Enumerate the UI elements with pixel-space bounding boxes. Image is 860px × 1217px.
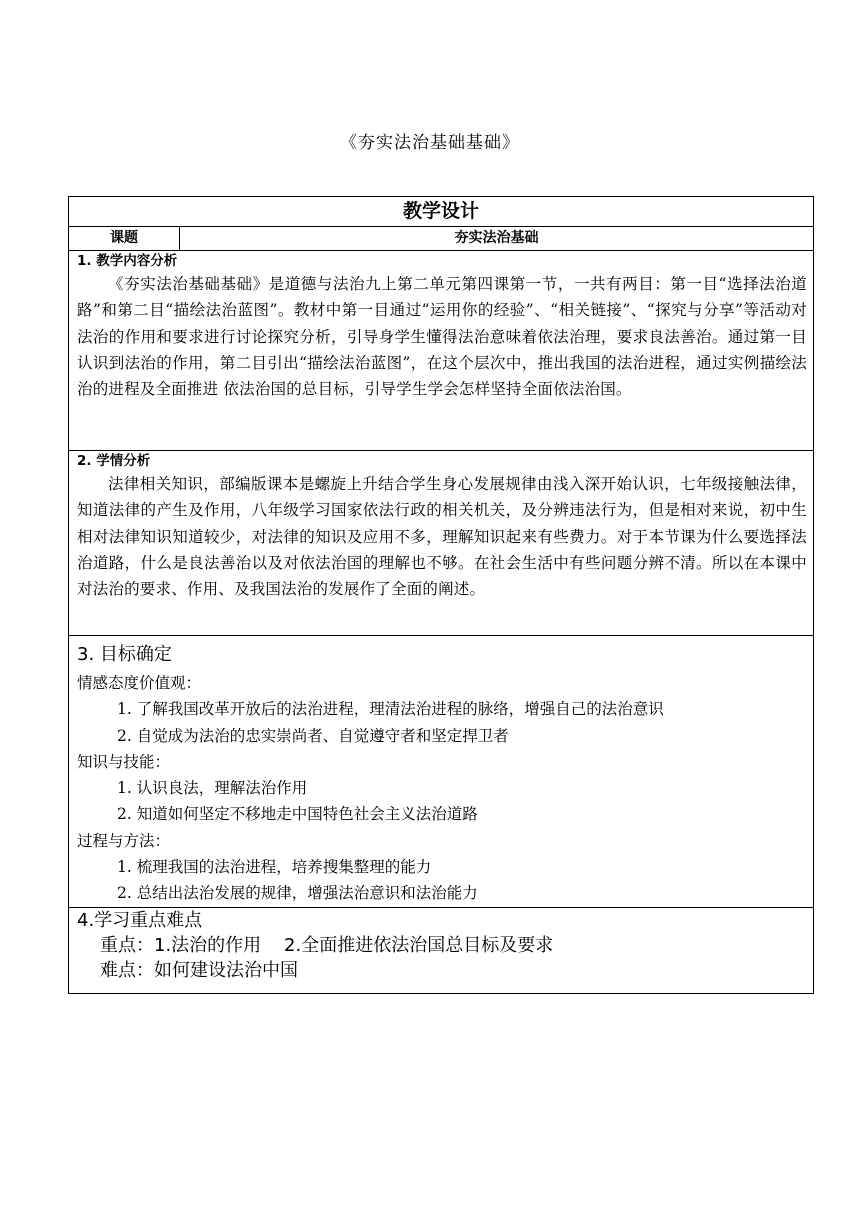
topic-value: 夯实法治基础: [180, 227, 814, 251]
objective-item: 2. 自觉成为法治的忠实崇尚者、自觉遵守者和坚定捍卫者: [117, 726, 509, 745]
section-heading: 3. 目标确定: [77, 644, 172, 665]
table-header-row: [69, 197, 814, 227]
difficulty-line: 难点：如何建设法治中国: [100, 959, 298, 981]
section-key-points: [69, 907, 814, 993]
section-objectives: [69, 636, 814, 908]
section-paragraph: 《夯实法治基础基础》是道德与法治九上第二单元第四课第一节，一共有两目：第一目“选择法治道路”和第二目“描绘法治蓝图”。教材中第一目通过“运用你的经验”、“相关链接”、“探究与分享”等活动对法治的作用和要求进行讨论探究分析，引导身学生懂得法治意味着依法治理，要求良法善治。通过第一目认识到法治的作用，第二目引出“描绘法治蓝图”，在这个层次中，推出我国的法治进程，通过实例描绘法治的进程及全面推进 依法治国的总目标，引导学生学会怎样坚持全面依法治国。: [77, 275, 808, 399]
table-header: 教学设计: [69, 197, 814, 227]
section-content-analysis: [69, 251, 814, 451]
objective-item: 1. 了解我国改革开放后的法治进程，理清法治进程的脉络，增强自己的法治意识: [117, 700, 664, 719]
topic-label: 课题: [69, 227, 180, 251]
topic-row: [69, 227, 814, 251]
objective-category: 过程与方法：: [77, 831, 171, 850]
section-student-analysis: [69, 451, 814, 636]
section-heading: 2. 学情分析: [77, 453, 151, 469]
objective-item: 2. 知道如何坚定不移地走中国特色社会主义法治道路: [117, 805, 478, 824]
objective-item: 1. 认识良法，理解法治作用: [117, 779, 308, 798]
objective-category: 知识与技能：: [77, 752, 171, 771]
key-point-line: 重点：1.法治的作用 2.全面推进依法治国总目标及要求: [100, 934, 554, 956]
document-title: 《夯实法治基础基础》: [340, 133, 520, 153]
section-paragraph: 法律相关知识，部编版课本是螺旋上升结合学生身心发展规律由浅入深开始认识，七年级接触法律，知道法律的产生及作用，八年级学习国家依法行政的相关机关，及分辨违法行为，但是相对来说，初中生相对法律知识知道较少，对法律的知识及应用不多，理解知识起来有些费力。对于本节课为什么要选择法治道路，什么是良法善治以及对依法治国的理解也不够。在社会生活中有些问题分辨不清。所以在本课中对法治的要求、作用、及我国法治的发展作了全面的阐述。: [77, 475, 808, 599]
teaching-design-table: [68, 196, 814, 994]
section-heading: 4.学习重点难点: [77, 909, 203, 931]
objective-item: 2. 总结出法治发展的规律，增强法治意识和法治能力: [117, 884, 478, 903]
section-heading: 1. 教学内容分析: [77, 253, 178, 269]
objective-category: 情感态度价值观：: [77, 674, 202, 692]
objective-item: 1. 梳理我国的法治进程，培养搜集整理的能力: [117, 858, 432, 877]
